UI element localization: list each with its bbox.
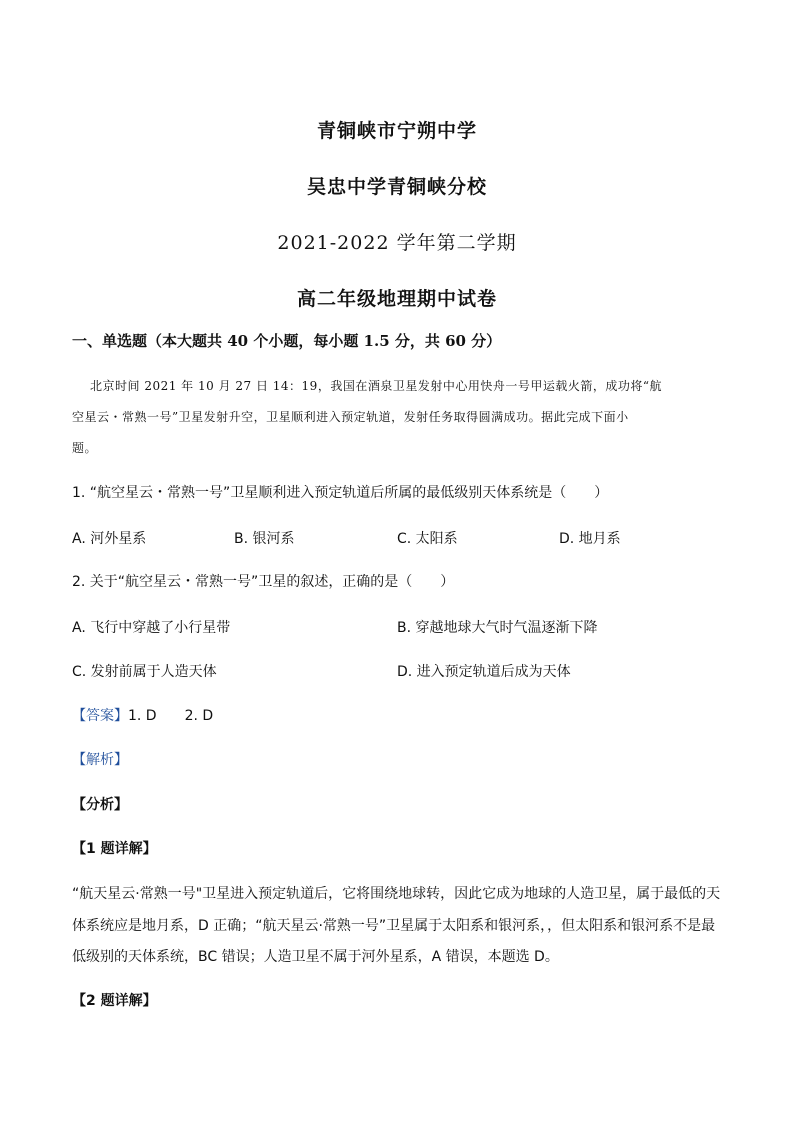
passage-line-2: 空星云・常熟一号”卫星发射升空，卫星顺利进入预定轨道，发射任务取得圆满成功。据此完成下面小 — [72, 410, 629, 424]
branch-title: 吴忠中学青铜峡分校 — [306, 176, 487, 198]
answer-text: 1. D 2. D — [128, 708, 214, 724]
answer-tag: 【答案】 — [72, 708, 128, 724]
q1-option-a: A. 河外星系 — [72, 531, 147, 547]
detail-1-line-3: 低级别的天体系统，BC 错误；人造卫星不属于河外星系，A 错误，本题选 D。 — [72, 949, 559, 965]
answer-line — [72, 706, 722, 726]
q1-option-b: B. 银河系 — [234, 531, 295, 547]
detail-1-line-1: “航天星云·常熟一号"卫星进入预定轨道后，它将围绕地球转，因此它成为地球的人造卫星，属于最低的天 — [72, 886, 721, 902]
question-1-stem: 1. “航空星云・常熟一号”卫星顺利进入预定轨道后所属的最低级别天体系统是（ ） — [72, 485, 609, 501]
term-title: 2021-2022 学年第二学期 — [277, 232, 517, 254]
q2-option-c: C. 发射前属于人造天体 — [72, 664, 217, 680]
passage-line-3: 题。 — [72, 441, 98, 455]
analysis-tag: 【解析】 — [72, 752, 128, 768]
fenxi-tag: 【分析】 — [72, 797, 128, 813]
detail-1-tag: 【1 题详解】 — [72, 841, 157, 857]
detail-2-tag: 【2 题详解】 — [72, 993, 157, 1009]
q2-option-d: D. 进入预定轨道后成为天体 — [397, 664, 571, 680]
q2-option-b: B. 穿越地球大气时气温逐渐下降 — [397, 620, 598, 636]
detail-1-line-2: 体系统应是地月系，D 正确；“航天星云·常熟一号”卫星属于太阳系和银河系，，但太阳系和银河系不是最 — [72, 918, 716, 934]
q1-option-c: C. 太阳系 — [397, 531, 458, 547]
section-heading: 一、单选题（本大题共 40 个小题，每小题 1.5 分，共 60 分） — [72, 332, 502, 350]
exam-title: 高二年级地理期中试卷 — [296, 288, 497, 310]
passage-line-1: 北京时间 2021 年 10 月 27 日 14：19，我国在酒泉卫星发射中心用快舟一号甲运载火箭，成功将“航 — [90, 379, 662, 393]
school-title: 青铜峡市宁朔中学 — [316, 120, 477, 142]
question-2-stem: 2. 关于“航空星云・常熟一号”卫星的叙述，正确的是（ ） — [72, 574, 455, 590]
q1-option-d: D. 地月系 — [559, 531, 621, 547]
q2-option-a: A. 飞行中穿越了小行星带 — [72, 620, 231, 636]
